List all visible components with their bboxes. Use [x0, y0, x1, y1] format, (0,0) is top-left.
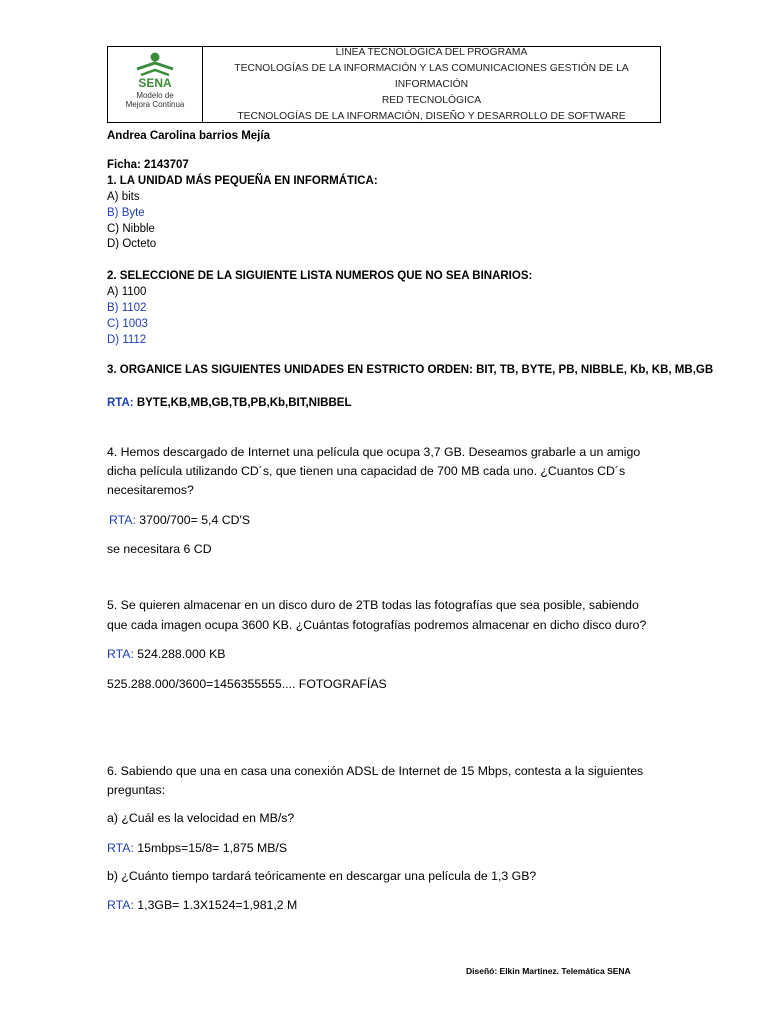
logo-wordmark: SENA — [138, 76, 172, 89]
header-line-1: LÍNEA TECNOLÓGICA DEL PROGRAMA — [335, 46, 528, 58]
q6-line-2: preguntas: — [107, 783, 166, 797]
q5-line-1: 5. Se quieren almacenar en un disco duro de 2TB todas las fotografías que sea posible, sabiendo — [107, 598, 639, 612]
sena-logo-icon — [131, 51, 179, 89]
ficha-number: Ficha: 2143707 — [107, 159, 189, 171]
q4-answer — [109, 513, 250, 527]
q2-option-d: D) 1112 — [107, 334, 147, 346]
q4-rta-label: RTA: — [109, 513, 136, 527]
logo-caption-line1: Modelo de — [136, 91, 174, 100]
header-line-4: TECNOLOGÍAS DE LA INFORMACIÓN, DISEÑO Y DESARROLLO DE SOFTWARE — [237, 110, 626, 122]
q5-line-2: que cada imagen ocupa 3600 KB. ¿Cuántas fotografías podremos almacenar en dicho disco duro? — [107, 618, 647, 632]
q2-title: 2. SELECCIONE DE LA SIGUIENTE LISTA NUMEROS QUE NO SEA BINARIOS: — [107, 270, 533, 282]
q1-option-a: A) bits — [107, 191, 140, 203]
q4-conclusion: se necesitara 6 CD — [107, 542, 212, 556]
q4-line-2: dicha película utilizando CD´s, que tienen una capacidad de 700 MB cada uno. ¿Cuantos CD´s — [107, 464, 626, 478]
q6-b-answer — [107, 898, 297, 912]
q1-option-c: C) Nibble — [107, 223, 155, 235]
logo-caption-line2: Mejora Continua — [125, 100, 185, 109]
q3-answer — [107, 397, 352, 409]
logo-cell — [108, 47, 203, 122]
q6-a-rta-value: 15mbps=15/8= 1,875 MB/S — [133, 841, 288, 855]
q5-answer — [107, 647, 226, 661]
q5-calculation: 525.288.000/3600=1456355555.... FOTOGRAFÍAS — [107, 677, 387, 691]
q3-rta-value: BYTE,KB,MB,GB,TB,PB,Kb,BIT,NIBBEL — [133, 397, 352, 409]
header-line-2: TECNOLOGÍAS DE LA INFORMACIÓN Y LAS COMUNICACIONES GESTIÓN DE LA INFORMACIÓN — [234, 62, 629, 90]
logo-caption — [126, 91, 185, 109]
q2-option-b: B) 1102 — [107, 302, 147, 314]
q6-b-question: b) ¿Cuánto tiempo tardará teóricamente en descargar una película de 1,3 GB? — [107, 869, 537, 883]
document-header — [107, 46, 661, 123]
q5-rta-label: RTA: — [107, 647, 134, 661]
q1-option-b: B) Byte — [107, 207, 145, 219]
q6-a-question: a) ¿Cuál es la velocidad en MB/s? — [107, 811, 295, 825]
q1-option-d: D) Octeto — [107, 238, 157, 250]
q6-a-answer — [107, 841, 287, 855]
q4-line-3: necesitaremos? — [107, 483, 194, 497]
q4-rta-value: 3700/700= 5,4 CD'S — [135, 513, 251, 527]
q6-line-1: 6. Sabiendo que una en casa una conexión ADSL de Internet de 15 Mbps, contesta a la siguientes — [107, 764, 644, 778]
header-line-3: RED TECNOLÓGICA — [381, 94, 482, 106]
q1-title: 1. LA UNIDAD MÁS PEQUEÑA EN INFORMÁTICA: — [107, 175, 378, 187]
q6-b-rta-value: 1,3GB= 1.3X1524=1,981,2 M — [133, 898, 298, 912]
header-title-cell — [203, 47, 660, 122]
student-name: Andrea Carolina barrios Mejía — [107, 130, 270, 142]
q3-title: 3. ORGANICE LAS SIGUIENTES UNIDADES EN ESTRICTO ORDEN: BIT, TB, BYTE, PB, NIBBLE, Kb, KB, MB,GB — [107, 364, 714, 376]
q2-option-c: C) 1003 — [107, 318, 148, 330]
q6-a-rta-label: RTA: — [107, 841, 134, 855]
q3-rta-label: RTA: — [107, 397, 134, 409]
q5-rta-value: 524.288.000 KB — [133, 647, 226, 661]
page-footer: Diseñó: Elkin Martinez. Telemática SENA — [466, 966, 631, 976]
q2-option-a: A) 1100 — [107, 286, 147, 298]
q4-line-1: 4. Hemos descargado de Internet una película que ocupa 3,7 GB. Deseamos grabarle a un amigo — [107, 445, 641, 459]
q6-b-rta-label: RTA: — [107, 898, 134, 912]
